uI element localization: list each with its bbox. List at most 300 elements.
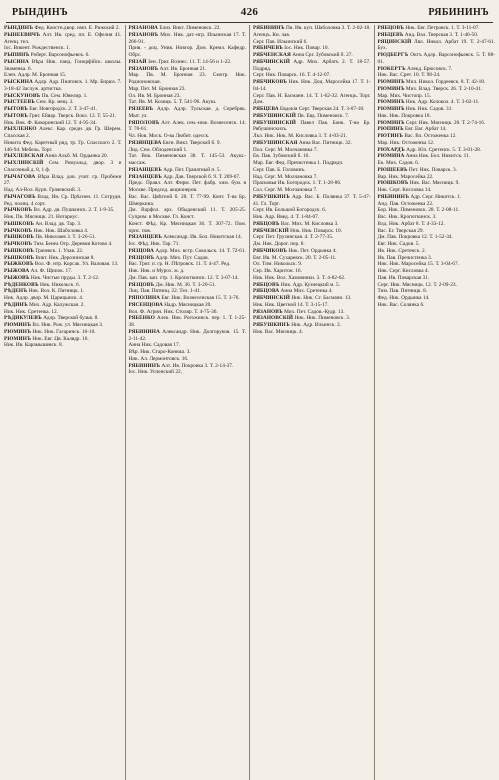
- entry-details: Над. Ал-Вол. Курп. Грачевский. 3.: [4, 187, 82, 193]
- directory-entry: [378, 79, 496, 86]
- entry-details: Адр. Пет. Гранатный п. 5.: [163, 166, 221, 173]
- entry-details: Ник. Серг. Кисловка 14.: [377, 187, 432, 193]
- entry-surname: РѢДИКУЛЕВЪ: [4, 315, 42, 322]
- directory-entry: [4, 160, 122, 174]
- entry-details: Алек. Ник. Рогожинск. пер. 1. Т. 1-25-38.: [128, 315, 246, 328]
- entry-surname: РЯБУШИНСКАЯ: [253, 139, 298, 146]
- entry-details: Ник. Вас. Мясницк. 9.: [409, 180, 460, 187]
- directory-entry: [253, 282, 371, 289]
- column-2: [125, 25, 247, 780]
- directory-entry: [253, 234, 371, 241]
- directory-entry: [253, 52, 371, 59]
- entry-details: Фед. Ник. Ордынка 14.: [377, 295, 430, 301]
- entry-details: Влд. Ник. Арбат 8. Т. 4-33-12.: [377, 220, 445, 227]
- entry-details: Лкл. Ник. Ник. М. Кисловка 3. Т. 4-03-21.: [253, 133, 348, 139]
- entry-details: Адлр. Адр. Пнатовск. 1. Мр. Бирюз. 7. 3-18-42 Заслуж. артистка.: [4, 79, 122, 92]
- entry-details: Ив. Пав. Пречистенка 3.: [377, 254, 432, 261]
- header-rule: [6, 22, 493, 23]
- entry-surname: РЫЧКОВЪ: [4, 227, 33, 234]
- directory-entry: [4, 275, 122, 282]
- directory-entry: [378, 187, 496, 194]
- entry-details: Над. Серг. М. Молчановка 7.: [253, 173, 318, 180]
- entry-surname: РЯБЦЕВА: [253, 106, 279, 112]
- directory-entry: [378, 72, 496, 79]
- directory-entry: [129, 275, 247, 282]
- directory-entry: [253, 72, 371, 79]
- directory-entry: [4, 295, 122, 302]
- entry-details: Алт. Алек. сем.-инж. Вознесенск. 14. Т. 78-61.: [128, 119, 246, 133]
- entry-details: Вас. Вас. Цвѣтной б. 28. Т. 77-99. Конт. Т-ва Бр. Шмеркина.: [128, 193, 246, 207]
- entry-details: Вѣра Влад. дов. учит. гр. Пробежн 27.: [4, 173, 122, 187]
- directory-entry: [4, 126, 122, 140]
- entry-surname: РЯБЦЕВЪ: [377, 31, 404, 38]
- entry-surname: РЫХЛЕВСКАЯ: [4, 153, 44, 160]
- directory-entry: [129, 369, 247, 376]
- directory-entry: [253, 241, 371, 248]
- directory-entry: [129, 261, 247, 268]
- entry-details: Вл. Ник. Рож. ул. Мясницкая 3.: [32, 322, 104, 328]
- entry-details: Александр. Ив. Бол. Никитская 14.: [163, 234, 242, 241]
- entry-surname: РЯБУШКИНЪ: [253, 322, 290, 328]
- directory-entry: [4, 322, 122, 329]
- directory-entry: [129, 315, 247, 329]
- entry-surname: РЯЗЦОВЪ: [128, 254, 155, 261]
- directory-entry: [378, 261, 496, 268]
- directory-entry: [4, 153, 122, 160]
- entry-surname: РЮТИНЪ: [377, 133, 403, 139]
- directory-entry: [4, 72, 122, 79]
- entry-surname: РЫНДИНЪ: [4, 25, 34, 31]
- directory-entry: [378, 140, 496, 147]
- entry-surname: РЯЗАНЦЕВЪ: [128, 234, 162, 241]
- directory-entry: [4, 315, 122, 322]
- directory-entry: [253, 45, 371, 52]
- directory-entry: [378, 99, 496, 106]
- entry-details: Дм. Варфол. арх. Обыденский 11. Т. 205-25. Суприм. в Москве. Гл. Конст.: [128, 207, 246, 220]
- entry-details: Пв. Евд. Пименовск. 7.: [297, 112, 350, 119]
- entry-surname: РЫЧАГОВА: [4, 173, 36, 180]
- entry-details: Вас. Ег. Тверская 29.: [377, 227, 424, 234]
- entry-details: Пв. Николаев 3. Т. 3-26-51.: [35, 234, 96, 241]
- entry-details: Александр. Ник. Долгоруков. 15. Т. 2-11-42.: [128, 328, 246, 342]
- directory-entry: [253, 39, 371, 46]
- directory-entry: [4, 241, 122, 248]
- directory-entry: [253, 180, 371, 187]
- entry-details: Вл. Адр. дв. Пушкинск. 2. Т. 1-9-35.: [33, 207, 115, 214]
- directory-entry: [253, 329, 371, 336]
- directory-entry: [253, 255, 371, 262]
- entry-surname: РЫШКОВЪ: [4, 247, 35, 254]
- entry-details: Вас. Григ. п. гр. Н. Пѣтровск. 11. Т. 4-47. Ред.: [128, 261, 231, 268]
- entry-surname: РЯЗЦОВА: [128, 247, 154, 254]
- directory-entry: [378, 221, 496, 228]
- column-4: [374, 25, 496, 780]
- entry-details: Бор. Ник. Пименовск. 28. Т. 2-08-11.: [377, 207, 460, 214]
- entry-surname: РЮМИНЪ: [377, 119, 405, 126]
- entry-details: Анна Вас. Пятницк. 32.: [298, 139, 352, 146]
- entry-surname: РЫХЛИНСКІЙ: [4, 160, 44, 166]
- directory-entry: [129, 221, 247, 235]
- entry-details: Сер. Ив. Харитон. 16.: [253, 268, 302, 274]
- entry-details: Ник. Вик. Ф. Кокоринский 12. Т. 4-95-34.: [4, 119, 97, 126]
- entry-details: Ник. Ник. Маросейка 15. Т. 3-04-67.: [377, 261, 459, 268]
- directory-entry: [129, 309, 247, 316]
- entry-details: Серг. Ник. Поварск. 16. Т. 4-12-07.: [253, 72, 331, 79]
- directory-entry: [253, 106, 371, 113]
- directory-entry: [253, 302, 371, 309]
- entry-surname: РЯЗЦОВЪ: [128, 281, 155, 288]
- directory-entry: [129, 268, 247, 275]
- entry-details: Прасковья Ив. Богородск. 1. Т. 1-28-86.: [253, 180, 342, 187]
- entry-surname: РЫЧКОВЪ: [4, 207, 33, 214]
- entry-details: Вар. Ник. Маросейка 22.: [377, 173, 434, 180]
- directory-entry: [4, 25, 122, 32]
- entry-details: Ник. Евг. Петровск. 1. Т. 3-11-07.: [405, 25, 480, 31]
- directory-entry: [4, 99, 122, 106]
- entry-details: Серг. Ив. Большой Богородск. 6.: [253, 207, 327, 214]
- directory-entry: [378, 126, 496, 133]
- entry-details: Роберт. Варсонофьевск. 6.: [30, 52, 90, 58]
- entry-details: Ник. Вас. Срет. 10. Т. 98-24.: [377, 72, 441, 79]
- directory-entry: [129, 106, 247, 120]
- entry-details: Октъ Адлр. Варсонофьевск. 5. Т. 88-01.: [377, 52, 495, 65]
- entry-details: Евг. Евг. Арбат 14.: [405, 126, 447, 133]
- entry-details: Евг. Ив. М. Сухаревск. 20. Т. 2-05-11.: [253, 254, 337, 261]
- entry-surname: РЯБЦОВЪ: [253, 220, 280, 227]
- directory-entry: [253, 133, 371, 140]
- entry-details: Тат. Ив. М. Козицк. 5. Т. 541-96. Акуш.: [128, 99, 217, 106]
- entry-details: Предс. Правл. Алт. Фирм. Пет. фабр. хим. бум. в Москве. Председ. акционеров.: [128, 180, 246, 193]
- entry-surname: РЯЗАНЦЕВЪ: [128, 166, 162, 173]
- directory-entry: [378, 268, 496, 275]
- entry-details: Ник. Пет. Ордынка 4.: [288, 247, 337, 254]
- directory-entry: [129, 147, 247, 154]
- entry-details: Евг. Новгородск. 2. Т. 3-47-41.: [29, 106, 98, 112]
- entry-details: Ник. Ник. Ст. Басманн. 13.: [291, 295, 352, 301]
- entry-surname: РЯЗАНОВА: [128, 25, 158, 31]
- directory-entry: [129, 32, 247, 46]
- directory-entry: [253, 295, 371, 302]
- directory-entry: [378, 214, 496, 221]
- directory-entry: [378, 133, 496, 140]
- directory-entry: [4, 268, 122, 275]
- directory-entry: [253, 207, 371, 214]
- entry-surname: РЯСЕНЦОВА: [128, 301, 163, 308]
- entry-columns: [4, 25, 495, 780]
- entry-surname: РЫПИНЪ: [4, 52, 30, 58]
- entry-surname: РЫШКОВЪ: [4, 254, 35, 261]
- directory-entry: [4, 194, 122, 208]
- entry-surname: РЫНЕЕВИЧЪ: [4, 31, 41, 38]
- entry-surname: РЯБУШИНСКІЙ: [253, 112, 297, 119]
- entry-surname: РЯПОЛИНА: [128, 295, 161, 301]
- directory-entry: [129, 282, 247, 289]
- entry-surname: РЮПИНЪ: [377, 126, 404, 133]
- directory-entry: [129, 140, 247, 147]
- entry-details: Пв. Ив. куп. Шаболовка 3. Т. 2-02-18. Агенцъ. Кн. лав.: [253, 25, 371, 38]
- entry-details: Ник. Ив. Карамышевск. 8.: [4, 342, 64, 349]
- entry-details: Алекс. Кар. средн. дв. Гр. Шерем. Спасская 2.: [4, 126, 122, 139]
- entry-surname: РЮМИНЪ: [377, 106, 405, 112]
- directory-entry: [253, 120, 371, 134]
- directory-entry: [253, 167, 371, 174]
- entry-details: Лид. Сем. Облоденский 1.: [128, 146, 188, 153]
- entry-details: Алт. Ив. Покровка 3. Т. 2-14-37.: [161, 362, 234, 369]
- entry-details: Адр. Дав. Тверской б. 9. Т. 209-67.: [163, 173, 241, 180]
- entry-details: Мар. Евг. Фед. Пречистенка 1. Подрядч.: [253, 160, 344, 166]
- entry-surname: РЯЗАНОВЪ: [253, 308, 283, 315]
- entry-surname: РЯБЧИНСКІЙ: [253, 58, 291, 65]
- entry-details: Анна Альб. М. Ордынка 20.: [44, 153, 108, 160]
- entry-details: Адлр. Мих. встр. Сокольск. 14. Т. 72-61.: [155, 247, 246, 254]
- directory-entry: [4, 214, 122, 221]
- entry-details: Тим. Бенеа Отр. Деревня Котово 4.: [33, 241, 113, 247]
- entry-surname: РЯБЦОВЪ: [253, 281, 280, 288]
- directory-entry: [253, 93, 371, 107]
- directory-entry: [129, 349, 247, 356]
- entry-details: Іос. Фѣд. Ник. Тар. 71.: [128, 241, 180, 247]
- directory-entry: [378, 180, 496, 187]
- entry-details: Елен. Адлр. М. Бронная 15.: [4, 72, 67, 79]
- entry-surname: РЫЖОВА: [4, 268, 30, 274]
- entry-details: Павел Пав. Банк. Т-во Бр. Рябушинскихъ.: [253, 119, 371, 133]
- directory-entry: [129, 356, 247, 363]
- entry-surname: РѢДИНЪ: [4, 301, 28, 308]
- entry-details: Ник. Ник. Пименовск. 3.: [294, 315, 351, 322]
- entry-details: Серг. Пав. Ильинский 6.: [253, 38, 308, 45]
- directory-entry: [253, 214, 371, 221]
- entry-details: Влад. Ин. Ср. Прѣснен. 11. Сотрудн. Ред. полиц. 4 сорт.: [4, 193, 122, 207]
- entry-surname: РЮМИНЪ: [377, 85, 405, 92]
- directory-entry: [129, 207, 247, 221]
- entry-surname: РЮМИНЪ: [4, 328, 32, 335]
- directory-entry: [378, 93, 496, 100]
- entry-surname: РЫШКОВЪ: [4, 234, 35, 241]
- directory-entry: [129, 288, 247, 295]
- entry-details: Евгн. Викт. Тверской б. 9.: [162, 139, 221, 146]
- directory-entry: [129, 133, 247, 140]
- entry-details: Ник. Никольск. 6.: [39, 281, 80, 288]
- entry-details: Ник. Вас. Мясницк. 4.: [253, 328, 303, 335]
- directory-entry: [253, 228, 371, 235]
- entry-details: Сем. Ромуальд. двор. 3 и Спасочный д. 8, 1 ф.: [4, 160, 122, 173]
- directory-entry: [129, 167, 247, 174]
- entry-details: Тим. Пав. Пятницк. 8.: [377, 288, 428, 295]
- entry-details: Адр. Серг. Никитск. 1.: [410, 193, 462, 200]
- entry-surname: РЯЗАНОВЪ: [128, 31, 159, 38]
- entry-details: Адлр. Мих. Пут. Садов.: [155, 254, 210, 261]
- entry-details: Конст. Фѣд. Кр. Мясницкая 36. Т. 307-72. Пом. прис. пов.: [128, 220, 246, 234]
- directory-entry: [253, 153, 371, 160]
- entry-surname: РЮШКОВЪ: [377, 180, 409, 187]
- entry-details: Ник. Ник. Вол. Хамовники. 3. Т. 4-82-62.: [253, 274, 346, 281]
- entry-details: Алт. Ив. сред. пп. Е. Офелия 41. Агенц. тел.: [4, 31, 122, 45]
- directory-entry: [4, 282, 122, 289]
- entry-surname: РЯЗАНОВСКІЙ: [253, 315, 294, 322]
- entry-details: Надр. Мясницкая 20.: [164, 301, 212, 308]
- directory-entry: [129, 180, 247, 194]
- directory-entry: [129, 302, 247, 309]
- directory-entry: [253, 315, 371, 322]
- directory-entry: [253, 79, 371, 93]
- directory-entry: [378, 25, 496, 32]
- directory-entry: [378, 248, 496, 255]
- entry-details: Ник. Ник. и Мурох. ж. д.: [128, 268, 185, 274]
- entry-details: Ол. Ив. М. Бронная 23.: [128, 92, 181, 99]
- directory-entry: [4, 302, 122, 309]
- directory-entry: [378, 275, 496, 282]
- entry-details: Зен. Григ. Вознес. 11. Т. 14-56 и 1-22.: [147, 58, 232, 65]
- entry-surname: РЯБЧИКОВЪ: [253, 247, 288, 254]
- directory-entry: [4, 59, 122, 73]
- directory-entry: [253, 187, 371, 194]
- entry-surname: РЯБЦОВЪ: [377, 25, 404, 31]
- entry-details: Грачевск. 1. Улав. 22.: [35, 247, 84, 254]
- running-head-right: РЯБИНИНЪ: [428, 7, 489, 18]
- entry-surname: РЯБИНИНЪ: [253, 25, 285, 31]
- entry-surname: РЫСИНА: [4, 58, 29, 65]
- column-1: [4, 25, 122, 780]
- directory-entry: [378, 167, 496, 174]
- directory-entry: [129, 234, 247, 241]
- entry-details: Вас. Вл. Остоженка 12.: [404, 133, 457, 139]
- directory-entry: [253, 160, 371, 167]
- column-3: [249, 25, 371, 780]
- entry-details: Вол. Ф. нтр. Корсак. Ул. Валовая. 13.: [34, 261, 119, 268]
- entry-details: Ник. Ник. Шаболовка 4.: [33, 227, 89, 234]
- entry-surname: РЯЗАНЦЕВЪ: [128, 173, 162, 180]
- entry-details: Ник. Ник. Покровка 18.: [377, 112, 431, 119]
- directory-entry: [129, 25, 247, 32]
- entry-details: Алт. Ив. Бронная 21.: [159, 65, 207, 72]
- entry-details: Мил. Никол. Гордеевск. 8. Т. 42-18.: [405, 79, 486, 85]
- directory-entry: [253, 194, 371, 208]
- entry-details: Фед. Констн.двор. имп. Е. Рижский 2.: [34, 25, 120, 31]
- entry-details: Ник. Ник. Садов. 31.: [405, 106, 453, 112]
- directory-entry: [378, 241, 496, 248]
- entry-surname: РЯБЧЕВСКІЙ: [253, 227, 289, 234]
- entry-details: Евг. Ник. Вознесенская 15. Т. 3-76.: [161, 295, 240, 301]
- entry-details: Елиз. Викт. Пименовск. 22.: [159, 25, 221, 31]
- entry-details: Мих. Пет. Садов.-Кудр. 13.: [284, 308, 345, 315]
- entry-details: Ник. Ал. Лермонтовск. 16.: [128, 355, 189, 362]
- entry-surname: РЫСТЕЕВЪ: [4, 99, 35, 106]
- entry-surname: РЮМИНА: [377, 153, 405, 160]
- entry-details: Анд. Пав. Остоженка 22.: [377, 200, 434, 207]
- entry-details: Евг. Ник. Садов. 5.: [377, 241, 420, 247]
- entry-surname: РЮКЕРТЪ: [377, 65, 406, 72]
- entry-details: Адлр. Адлр. Тульская. д. Серебряк. Мыт. ул.: [128, 106, 246, 119]
- entry-details: Мар. Пет. М. Бронная 23.: [128, 85, 186, 92]
- entry-details: Анна Ник. Бол. Никитск. 11.: [405, 153, 471, 160]
- entry-details: Ник. Адр. Введ. 4. Т. 1-84-07.: [253, 214, 320, 220]
- directory-entry: [253, 248, 371, 255]
- entry-details: Лиц. Пав. Пятниц. 22. Тел. 1-41.: [128, 288, 202, 295]
- directory-entry: [129, 153, 247, 167]
- entry-details: Лвл. Никол. Арбат 19. Т. 2-47-61. Бух.: [377, 38, 495, 52]
- entry-details: Ан. Влад. дв. Тар. 3.: [35, 220, 82, 227]
- entry-details: Дм. Пав. Покровка 12. Т. 1-52-34.: [377, 234, 453, 241]
- directory-entry: [378, 147, 496, 154]
- directory-entry: [4, 45, 122, 52]
- entry-details: Анна Ник. Садовая 17.: [128, 342, 180, 349]
- directory-entry: [378, 106, 496, 113]
- directory-entry: [129, 72, 247, 86]
- directory-entry: [378, 153, 496, 160]
- entry-surname: РЯБЕНКО: [128, 315, 155, 322]
- directory-entry: [4, 174, 122, 188]
- entry-surname: РЫЧАГОВЪ: [4, 193, 36, 200]
- entry-details: Мар. Мих. Чистопр. 15.: [377, 92, 431, 99]
- directory-entry: [378, 32, 496, 39]
- directory-entry: [378, 86, 496, 93]
- entry-details: Ник. Ник. Гагаринск. 16-10.: [32, 328, 96, 335]
- entry-details: Ник. Вол. К. Пятницк. 1.: [28, 288, 85, 295]
- directory-entry: [129, 45, 247, 59]
- entry-details: Ник. Ник. Поварск. 10.: [290, 227, 343, 234]
- directory-entry: [129, 66, 247, 73]
- entry-details: Мих. Влад. Тверск. 26. Т. 2-10-41.: [405, 85, 483, 92]
- entry-details: Дм. Пав. кап. стр. 1. Кропоткинск. 12. Т. 3-07-14.: [128, 274, 239, 281]
- entry-details: Пав. Ив. Поварская 31.: [377, 274, 430, 281]
- entry-details: Анна Срг. Зубовский б. 27.: [292, 52, 353, 58]
- directory-entry: [129, 329, 247, 343]
- directory-entry: [253, 25, 371, 39]
- directory-entry: [378, 201, 496, 208]
- entry-details: Ал. Ф. Щипок. 17.: [30, 268, 73, 274]
- directory-entry: [253, 174, 371, 181]
- directory-entry: [253, 322, 371, 329]
- entry-details: Чл. Нов. Моск. О-ва Любит. одесск.: [128, 133, 210, 139]
- directory-entry: [253, 113, 371, 120]
- entry-surname: РЮМИНЪ: [377, 79, 405, 85]
- directory-entry: [4, 228, 122, 235]
- directory-entry: [129, 194, 247, 208]
- entry-surname: РЯЗЯНЦЕВА: [128, 139, 162, 146]
- entry-details: Серг. Ник. Мясницк. 28. Т. 2-74-16.: [405, 119, 486, 126]
- directory-entry: [4, 221, 122, 228]
- directory-entry: [129, 93, 247, 100]
- entry-surname: РЯБЦОВА: [253, 288, 280, 295]
- entry-details: Пол. Серг. М. Молчановка 7.: [253, 146, 318, 153]
- entry-surname: РЯЦИНСКІЙ: [377, 38, 412, 45]
- entry-details: Сем. Кр. мещ. 3.: [36, 99, 74, 106]
- directory-entry: [253, 221, 371, 228]
- entry-details: Мар. Ник. Остоженка 12.: [377, 139, 435, 146]
- entry-details: Мих. Адр. Калужская. 2.: [29, 301, 85, 308]
- entry-details: Вас. Мих. М. Кисловка 3.: [280, 220, 339, 227]
- directory-entry: [378, 66, 496, 73]
- entry-details: Адр. Мих. Арбатъ 2. Т. 18-57. Подряд.: [253, 58, 371, 72]
- entry-surname: РЫШКОВЪ: [4, 220, 35, 227]
- entry-surname: РЫХЛЕНКО: [4, 126, 37, 133]
- directory-entry: [253, 59, 371, 73]
- entry-details: Серг. Ник. Мясницк. 12. Т. 2-09-23.: [377, 281, 457, 288]
- entry-details: Ник. Евг. Цв. Калвдр. 16.: [32, 335, 89, 342]
- directory-entry: [129, 248, 247, 255]
- entry-details: Анд. Вал. Тверская 3. Т. 1-46-50.: [404, 31, 479, 38]
- entry-details: Ник. Чистые пруды. 3. Т. 2-12.: [30, 274, 100, 281]
- entry-details: Ев. Пав. Зубовский б. 16.: [253, 153, 310, 160]
- directory-entry: [4, 113, 122, 120]
- entry-surname: РЮХАРДЪ: [377, 146, 405, 153]
- directory-entry: [129, 59, 247, 66]
- entry-details: Алекд. Брюсовск. 7.: [407, 65, 453, 72]
- directory-entry: [378, 295, 496, 302]
- entry-surname: РЯЗЕЕВЪ: [128, 106, 154, 112]
- entry-details: Адлр. Тверской бульв. 8.: [43, 315, 99, 322]
- directory-entry: [129, 241, 247, 248]
